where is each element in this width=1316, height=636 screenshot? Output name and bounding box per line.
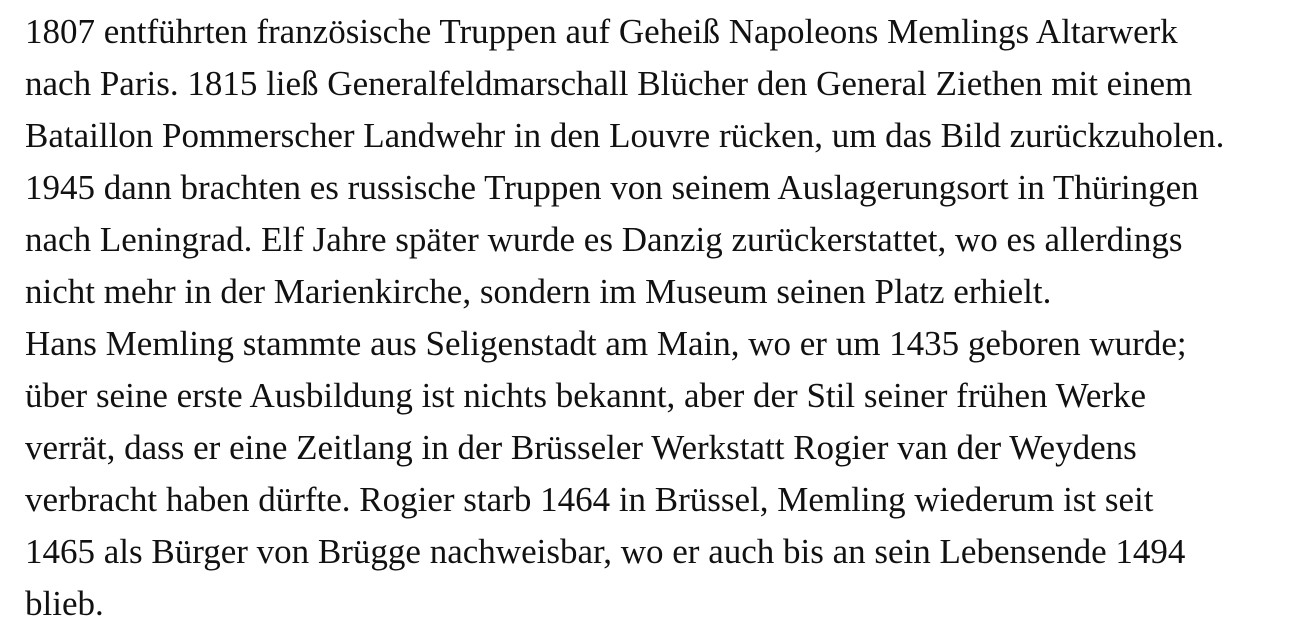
text-line: 1465 als Bürger von Brügge nachweisbar, wo er auch bis an sein Lebensende 1494 bbox=[25, 532, 1186, 571]
paragraph-memling-altarpiece-history bbox=[25, 6, 1316, 318]
text-line: 1807 entführten französische Truppen auf Geheiß Napoleons Memlings Altarwerk bbox=[25, 12, 1178, 51]
text-line: nach Paris. 1815 ließ Generalfeldmarschall Blücher den General Ziethen mit einem bbox=[25, 64, 1193, 103]
text-line: blieb. bbox=[25, 584, 104, 623]
text-line: nicht mehr in der Marienkirche, sondern im Museum seinen Platz erhielt. bbox=[25, 272, 1052, 311]
paragraph-hans-memling-biography bbox=[25, 318, 1316, 630]
text-line: Bataillon Pommerscher Landwehr in den Louvre rücken, um das Bild zurückzuholen. bbox=[25, 116, 1225, 155]
text-line: nach Leningrad. Elf Jahre später wurde es Danzig zurückerstattet, wo es allerdings bbox=[25, 220, 1183, 259]
text-line: 1945 dann brachten es russische Truppen von seinem Auslagerungsort in Thüringen bbox=[25, 168, 1199, 207]
text-line: verbracht haben dürfte. Rogier starb 1464 in Brüssel, Memling wiederum ist seit bbox=[25, 480, 1154, 519]
document-page bbox=[25, 0, 1316, 636]
text-line: Hans Memling stammte aus Seligenstadt am Main, wo er um 1435 geboren wurde; bbox=[25, 324, 1187, 363]
text-line: über seine erste Ausbildung ist nichts bekannt, aber der Stil seiner frühen Werke bbox=[25, 376, 1147, 415]
text-line: verrät, dass er eine Zeitlang in der Brüsseler Werkstatt Rogier van der Weydens bbox=[25, 428, 1137, 467]
